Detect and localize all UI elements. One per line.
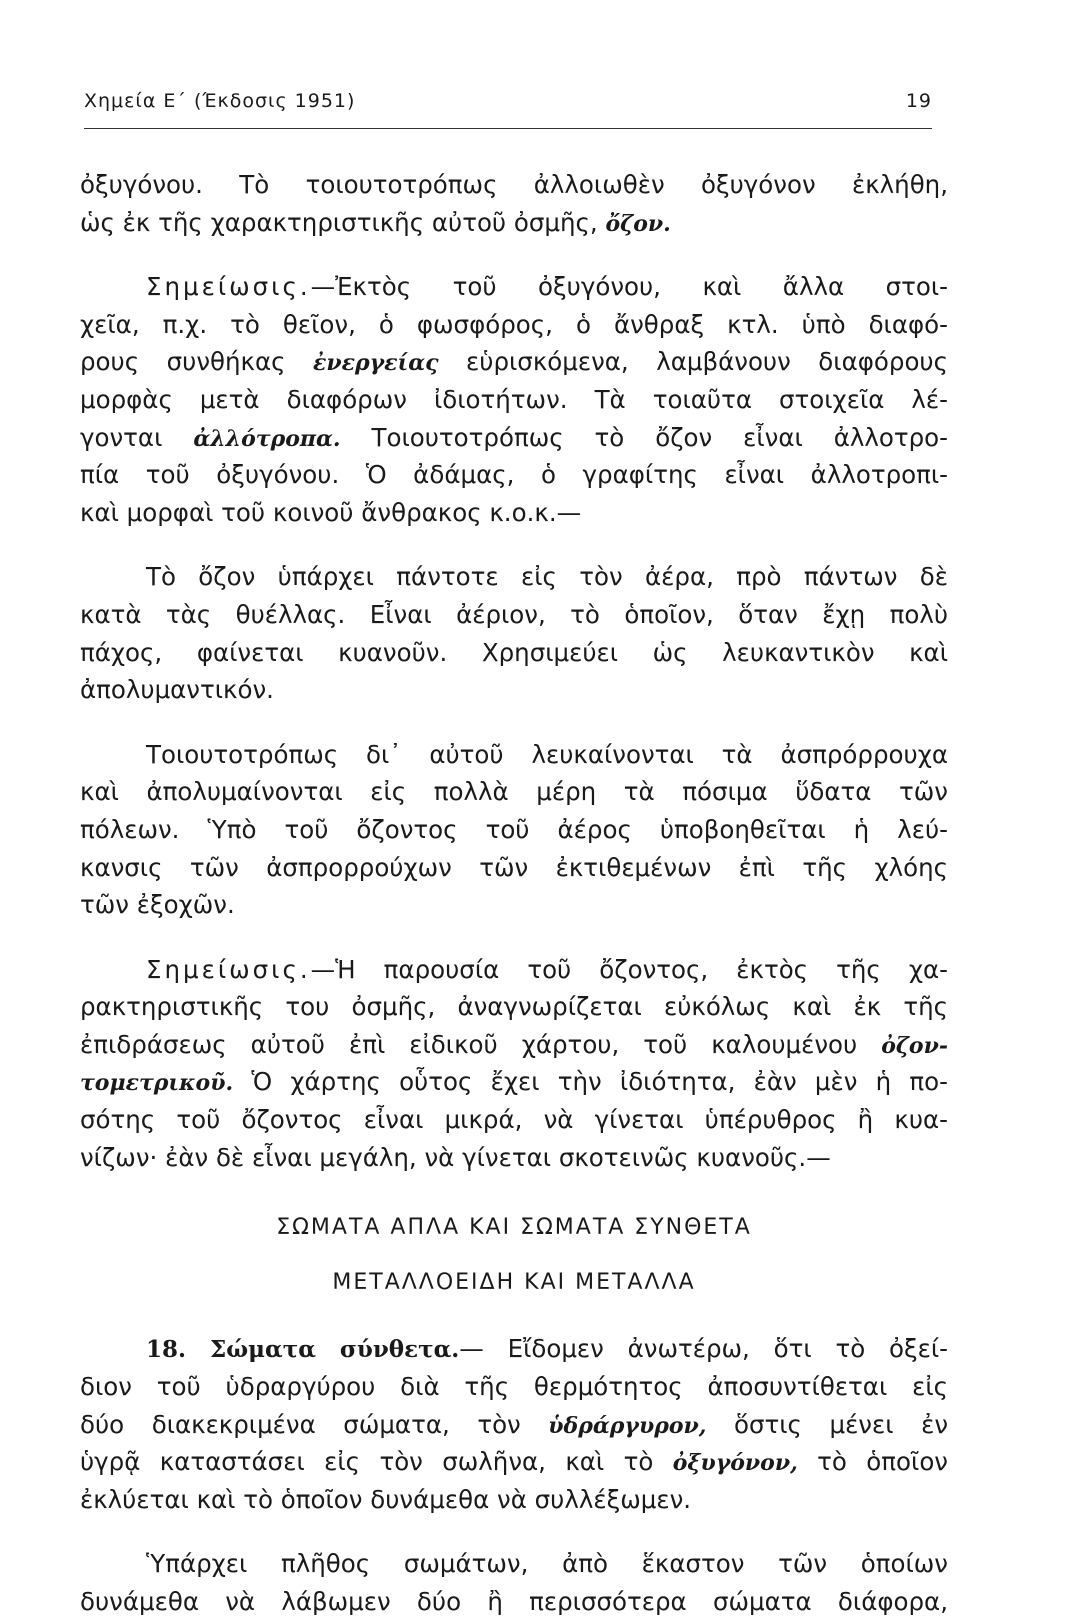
term-oxygonon: ὀξυγόνον, bbox=[672, 1450, 798, 1477]
term-ydrargyros: ὑδράργυρον, bbox=[548, 1412, 707, 1439]
text-line: γονται ἀλλότροπα. Τοιουτοτρόπως τὸ ὄζον εἶναι ἀλλοτρο- bbox=[80, 422, 949, 452]
text-line: καὶ μορφαὶ τοῦ κοινοῦ ἄνθρακος κ.ο.κ.— bbox=[80, 497, 582, 527]
text-line: μορφὰς μετὰ διαφόρων ἰδιοτήτων. Τὰ τοιαῦτα στοιχεῖα λέ- bbox=[80, 384, 948, 414]
text-line: Σημείωσις.—Ἡ παρουσία τοῦ ὄζοντος, ἐκτὸς τῆς χα- bbox=[146, 954, 948, 984]
note-label: Σημείωσις. bbox=[146, 272, 311, 302]
text-line: κανσις τῶν ἀσπρορρούχων τῶν ἐκτιθεμένων ἐπὶ τῆς χλόης bbox=[80, 852, 948, 882]
text-line: Τὸ ὄζον ὑπάρχει πάντοτε εἰς τὸν ἀέρα, πρὸ πάντων δὲ bbox=[146, 562, 948, 592]
text-line: τομετρικοῦ. Ὁ χάρτης οὗτος ἔχει τὴν ἰδιότητα, ἐὰν μὲν ἡ πο- bbox=[80, 1067, 948, 1097]
text-line: δυνάμεθα νὰ λάβωμεν δύο ἢ περισσότερα σώματα διάφορα, bbox=[80, 1587, 948, 1616]
text-line: Τοιουτοτρόπως δι᾽ αὐτοῦ λευκαίνονται τὰ ἀσπρόρρουχα bbox=[146, 739, 948, 769]
text-line: δύο διακεκριμένα σώματα, τὸν ὑδράργυρον, ὅστις μένει ἐν bbox=[80, 1409, 949, 1439]
text-line: Ὑπάρχει πλῆθος σωμάτων, ἀπὸ ἕκαστον τῶν ὁποίων bbox=[146, 1549, 948, 1579]
text-line: ρους συνθήκας ἐνεργείας εὑρισκόμενα, λαμβάνουν διαφόρους bbox=[80, 347, 948, 377]
header-rule bbox=[84, 128, 932, 129]
note-label: Σημείωσις. bbox=[146, 954, 311, 984]
text-line: τῶν ἐξοχῶν. bbox=[80, 890, 235, 920]
text-line: ἀπολυμαντικόν. bbox=[80, 675, 274, 705]
text-line: πόλεων. Ὑπὸ τοῦ ὄζοντος τοῦ ἀέρος ὑποβοηθεῖται ἡ λεύ- bbox=[80, 814, 948, 844]
text-line: ὑγρᾷ καταστάσει εἰς τὸν σωλῆνα, καὶ τὸ ὀξυγόνον, τὸ ὁποῖον bbox=[80, 1447, 948, 1477]
text-line: ρακτηριστικῆς του ὀσμῆς, ἀναγνωρίζεται εὐκόλως καὶ ἐκ τῆς bbox=[80, 992, 948, 1022]
running-title: Χημεία Ε΄ (Έκδοσις 1951) bbox=[84, 90, 356, 112]
term-ozonometrikou: ὀζον- bbox=[881, 1032, 948, 1059]
text-line: κατὰ τὰς θυέλλας. Εἶναι ἀέριον, τὸ ὁποῖον, ὅταν ἔχῃ πολὺ bbox=[80, 599, 948, 629]
term-allotropa: ἀλλότροπα. bbox=[193, 425, 341, 452]
text-line: πάχος, φαίνεται κυανοῦν. Χρησιμεύει ὡς λευκαντικὸν καὶ bbox=[80, 637, 948, 667]
text-line: καὶ ἀπολυμαίνονται εἰς πολλὰ μέρη τὰ πόσιμα ὕδατα τῶν bbox=[80, 777, 948, 807]
term-energeias: ἐνεργείας bbox=[313, 350, 439, 377]
page-body bbox=[80, 166, 948, 1621]
text-line: χεῖα, π.χ. τὸ θεῖον, ὁ φωσφόρος, ὁ ἄνθραξ κτλ. ὑπὸ διαφό- bbox=[80, 309, 948, 339]
text-line: πία τοῦ ὀξυγόνου. Ὁ ἀδάμας, ὁ γραφίτης εἶναι ἀλλοτροπι- bbox=[80, 460, 948, 490]
text-line: σότης τοῦ ὄζοντος εἶναι μικρά, νὰ γίνεται ὑπέρυθρος ἢ κυα- bbox=[80, 1105, 948, 1135]
text-line: 18. Σώματα σύνθετα.— Εἴδομεν ἀνωτέρω, ὅτι τὸ ὀξεί- bbox=[146, 1334, 949, 1364]
text-line: Σημείωσις.—Ἐκτὸς τοῦ ὀξυγόνου, καὶ ἄλλα στοι- bbox=[146, 272, 948, 302]
text-line: ὡς ἐκ τῆς χαρακτηριστικῆς αὐτοῦ ὀσμῆς, ὄζον. bbox=[80, 207, 671, 237]
text-line: διον τοῦ ὑδραργύρου διὰ τῆς θερμότητος ἀποσυντίθεται εἰς bbox=[80, 1372, 948, 1402]
page-number: 19 bbox=[905, 90, 932, 112]
section-number-title: 18. Σώματα σύνθετα. bbox=[146, 1336, 460, 1364]
section-heading: ΣΩΜΑΤΑ ΑΠΛΑ ΚΑΙ ΣΩΜΑΤΑ ΣΥΝΘΕΤΑ bbox=[276, 1215, 752, 1241]
text-line: ἐπιδράσεως αὐτοῦ ἐπὶ εἰδικοῦ χάρτου, τοῦ καλουμένου ὀζον- bbox=[80, 1029, 948, 1059]
section-subheading: ΜΕΤΑΛΛΟΕΙΔΗ ΚΑΙ ΜΕΤΑΛΛΑ bbox=[332, 1269, 696, 1295]
term-ozonometrikou-cont: τομετρικοῦ. bbox=[80, 1070, 234, 1097]
text-line: ἐκλύεται καὶ τὸ ὁποῖον δυνάμεθα νὰ συλλέξωμεν. bbox=[80, 1484, 692, 1514]
text-line: νίζων· ἐὰν δὲ εἶναι μεγάλη, νὰ γίνεται σκοτεινῶς κυανοῦς.— bbox=[80, 1142, 831, 1172]
text-line: ὀξυγόνου. Τὸ τοιουτοτρόπως ἀλλοιωθὲν ὀξυγόνον ἐκλήθη, bbox=[80, 170, 948, 199]
term-ozone: ὄζον. bbox=[605, 210, 671, 237]
